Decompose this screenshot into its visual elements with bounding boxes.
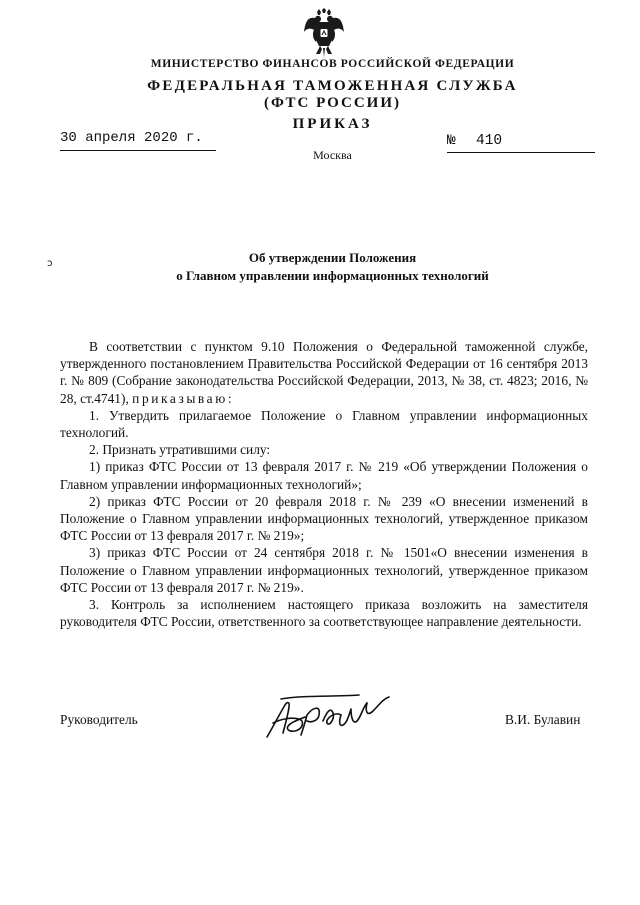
clause-2-item-2: 2) приказ ФТС России от 20 февраля 2018 г. № 239 «О внесении изменений в Положение о Главном управлении информационных технологий, утвержденное приказом ФТС России от 13 февраля 2017 г. № 219»; bbox=[60, 493, 588, 544]
margin-mark: ↄ bbox=[47, 258, 53, 269]
preamble-text: В соответствии с пунктом 9.10 Положения о Федеральной таможенной службе, утвержденного постановлением Правительства Российской Федерации от 16 сентября 2013 г. № 809 (Собрание законодательства Российской Федерации, 2013, № 38, ст. 4823; 2016, № 28, ст.4741), bbox=[60, 339, 588, 406]
order-subject bbox=[0, 249, 640, 285]
order-verb: приказываю: bbox=[132, 390, 235, 406]
order-number-sign: № bbox=[447, 133, 456, 149]
subject-line-2: о Главном управлении информационных технологий bbox=[176, 268, 489, 283]
subject-line-1: Об утверждении Положения bbox=[248, 250, 417, 265]
document-type: ПРИКАЗ bbox=[292, 116, 373, 132]
ministry-name: МИНИСТЕРСТВО ФИНАНСОВ РОССИЙСКОЙ ФЕДЕРАЦИИ bbox=[150, 58, 515, 70]
coat-of-arms-icon bbox=[303, 8, 345, 58]
preamble-paragraph bbox=[60, 338, 588, 407]
clause-1: 1. Утвердить прилагаемое Положение о Главном управлении информационных технологий. bbox=[60, 407, 588, 441]
clause-2-item-3: 3) приказ ФТС России от 24 сентября 2018 г. № 1501«О внесении изменения в Положение о Главном управлении информационных технологий, утвержденное приказом ФТС России от 13 февраля 2017 г. № 219». bbox=[60, 545, 588, 595]
order-number: 410 bbox=[476, 133, 503, 149]
signer-name: В.И. Булавин bbox=[505, 712, 581, 727]
signature-image bbox=[263, 693, 395, 741]
signer-role: Руководитель bbox=[60, 712, 138, 727]
clause-2: 2. Признать утратившими силу: bbox=[89, 442, 271, 458]
city: Москва bbox=[313, 148, 352, 162]
order-date: 30 апреля 2020 г. bbox=[60, 130, 203, 146]
order-body bbox=[60, 338, 588, 630]
service-name: ФЕДЕРАЛЬНАЯ ТАМОЖЕННАЯ СЛУЖБА bbox=[147, 78, 518, 94]
clause-3: 3. Контроль за исполнением настоящего приказа возложить на заместителя руководителя ФТС России, ответственного за соответствующее направление деятельности. bbox=[60, 597, 588, 630]
clause-2-item-1: 1) приказ ФТС России от 13 февраля 2017 г. № 219 «Об утверждении Положения о Главном управлении информационных технологий»; bbox=[60, 459, 588, 492]
service-abbreviation: (ФТС РОССИИ) bbox=[263, 95, 401, 111]
